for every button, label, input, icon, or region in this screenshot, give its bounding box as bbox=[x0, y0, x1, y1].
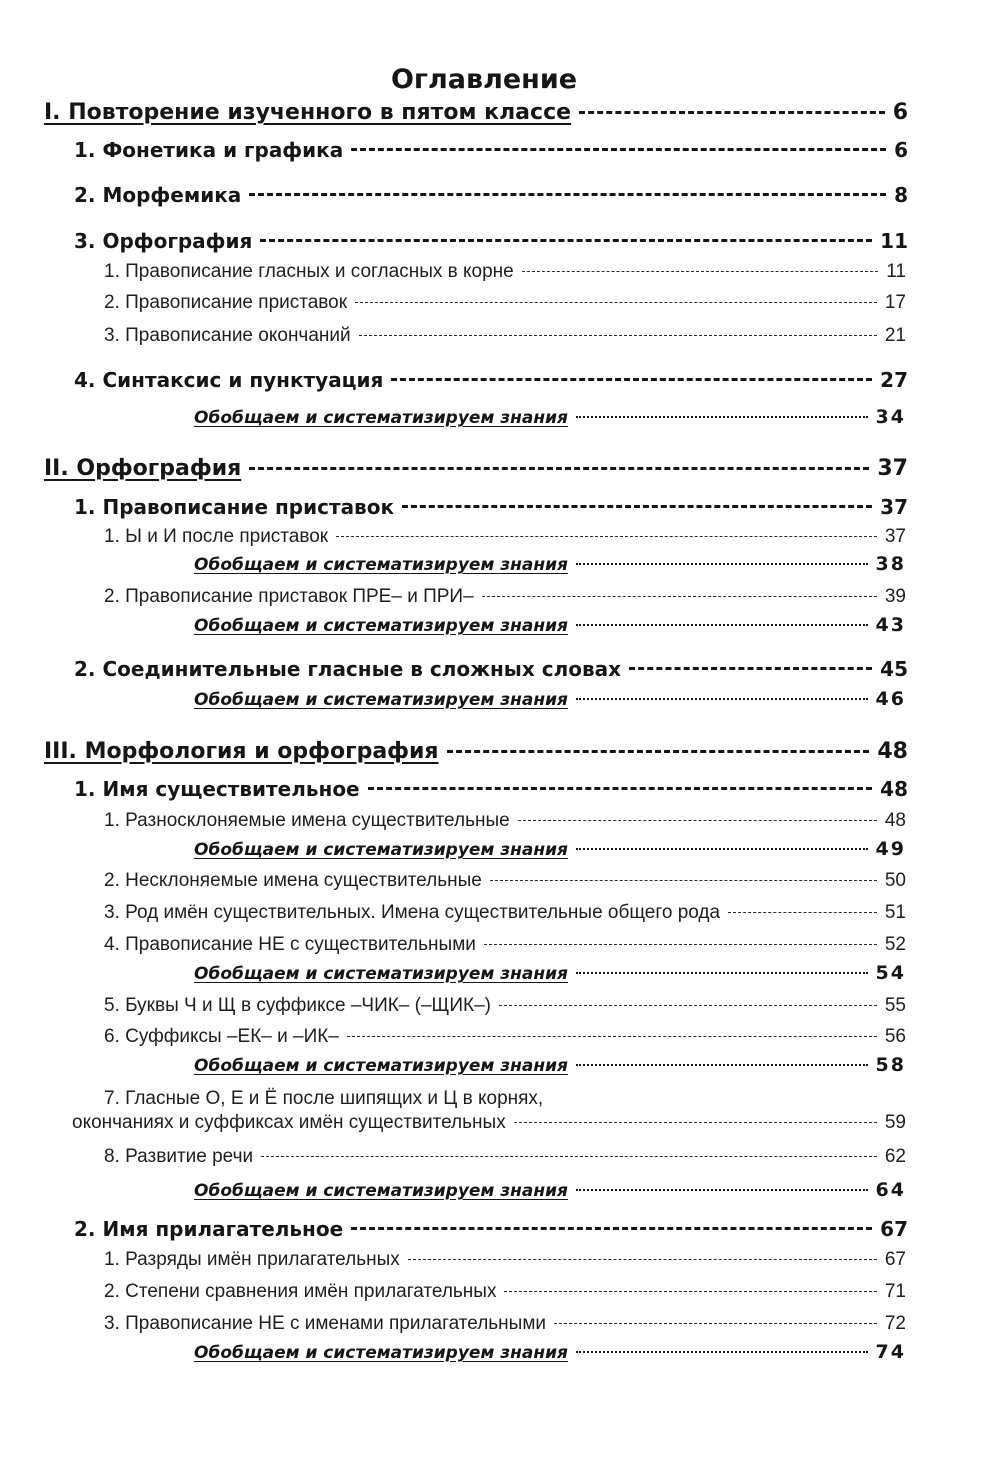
topic-entry bbox=[104, 934, 906, 956]
topic-entry bbox=[104, 870, 906, 892]
summary-entry bbox=[194, 1054, 906, 1076]
page-number: 17 bbox=[884, 292, 906, 313]
dash-leader bbox=[359, 335, 877, 337]
page-title: Оглавление bbox=[390, 64, 578, 95]
entry-label: Обобщаем и систематизируем знания bbox=[194, 408, 568, 428]
page-number: 37 bbox=[877, 456, 908, 481]
dash-leader bbox=[504, 1291, 876, 1293]
entry-label: Обобщаем и систематизируем знания bbox=[194, 690, 568, 710]
topic-entry-first-line: 7. Гласные О, Е и Ё после шипящих и Ц в корнях, bbox=[104, 1088, 544, 1109]
entry-label: 3. Правописание НЕ с именами прилагательными bbox=[104, 1313, 547, 1334]
summary-entry bbox=[194, 962, 906, 984]
section-entry bbox=[44, 100, 908, 125]
page-number: 43 bbox=[875, 614, 906, 636]
page-number: 37 bbox=[880, 495, 908, 519]
subsection-entry bbox=[74, 368, 908, 392]
page-number: 71 bbox=[884, 1281, 906, 1302]
page-number: 11 bbox=[886, 261, 906, 282]
dash-leader bbox=[368, 787, 873, 791]
topic-entry bbox=[104, 1281, 906, 1303]
page-number: 54 bbox=[875, 962, 906, 984]
subsection-entry bbox=[74, 777, 908, 801]
summary-entry bbox=[194, 1179, 906, 1201]
page-number: 45 bbox=[880, 657, 908, 681]
page-number: 59 bbox=[884, 1112, 906, 1133]
entry-label: 2. Правописание приставок bbox=[104, 292, 348, 313]
subsection-entry bbox=[74, 229, 908, 253]
entry-label: 1. Разряды имён прилагательных bbox=[104, 1249, 400, 1270]
entry-label: 2. Несклоняемые имена существительные bbox=[104, 870, 482, 891]
page-number: 8 bbox=[894, 183, 908, 207]
entry-label: 3. Род имён существительных. Имена существительные общего рода bbox=[104, 902, 721, 923]
dash-leader bbox=[408, 1259, 877, 1261]
dash-leader bbox=[391, 378, 872, 382]
dash-leader bbox=[579, 111, 885, 115]
entry-label: II. Орфография bbox=[44, 456, 242, 481]
topic-entry bbox=[104, 995, 906, 1017]
dash-leader bbox=[629, 667, 872, 671]
topic-entry bbox=[104, 1146, 906, 1168]
page-number: 62 bbox=[884, 1146, 906, 1167]
dash-leader bbox=[576, 1189, 868, 1192]
entry-label: 5. Буквы Ч и Щ в суффиксе –ЧИК– (–ЩИК–) bbox=[104, 995, 491, 1016]
topic-entry bbox=[104, 261, 906, 283]
page-number: 64 bbox=[875, 1179, 906, 1201]
dash-leader bbox=[576, 1351, 868, 1354]
entry-label: 4. Правописание НЕ с существительными bbox=[104, 934, 476, 955]
entry-label: 2. Морфемика bbox=[74, 183, 242, 207]
entry-label: Обобщаем и систематизируем знания bbox=[194, 616, 568, 636]
entry-label: 1. Правописание приставок bbox=[74, 495, 395, 519]
dash-leader bbox=[260, 239, 872, 243]
topic-entry bbox=[104, 292, 906, 314]
dash-leader bbox=[347, 1036, 877, 1038]
entry-label: Обобщаем и систематизируем знания bbox=[194, 840, 568, 860]
page-number: 52 bbox=[884, 934, 906, 955]
page-number: 48 bbox=[880, 777, 908, 801]
entry-label: 1. Имя существительное bbox=[74, 777, 360, 801]
dash-leader bbox=[518, 820, 877, 822]
topic-entry bbox=[104, 810, 906, 832]
page-number: 49 bbox=[875, 838, 906, 860]
dash-leader bbox=[522, 271, 879, 273]
entry-label: 8. Развитие речи bbox=[104, 1146, 254, 1167]
dash-leader bbox=[351, 148, 886, 152]
dash-leader bbox=[576, 416, 868, 419]
entry-label: Обобщаем и систематизируем знания bbox=[194, 964, 568, 984]
dash-leader bbox=[576, 848, 868, 851]
page-number: 74 bbox=[875, 1341, 906, 1363]
dash-leader bbox=[355, 302, 877, 304]
entry-label: 3. Правописание окончаний bbox=[104, 325, 351, 346]
entry-label: 2. Правописание приставок ПРЕ– и ПРИ– bbox=[104, 586, 474, 607]
page-number: 56 bbox=[884, 1026, 906, 1047]
dash-leader bbox=[261, 1156, 877, 1158]
entry-label: 6. Суффиксы –ЕК– и –ИК– bbox=[104, 1026, 339, 1047]
page-number: 34 bbox=[875, 406, 906, 428]
page-number: 21 bbox=[884, 325, 906, 346]
topic-entry bbox=[104, 1026, 906, 1048]
topic-entry bbox=[72, 1112, 906, 1134]
subsection-entry bbox=[74, 657, 908, 681]
page-number: 67 bbox=[884, 1249, 906, 1270]
section-entry bbox=[44, 739, 908, 764]
topic-entry bbox=[104, 1249, 906, 1271]
dash-leader bbox=[554, 1323, 877, 1325]
page-number: 48 bbox=[877, 739, 908, 764]
dash-leader bbox=[728, 912, 877, 914]
page-number: 37 bbox=[884, 526, 906, 547]
dash-leader bbox=[499, 1005, 877, 1007]
entry-label: 2. Имя прилагательное bbox=[74, 1217, 344, 1241]
dash-leader bbox=[576, 1064, 868, 1067]
entry-label: Обобщаем и систематизируем знания bbox=[194, 1056, 568, 1076]
topic-entry bbox=[104, 325, 906, 347]
dash-leader bbox=[447, 750, 870, 754]
entry-label: Обобщаем и систематизируем знания bbox=[194, 1343, 568, 1363]
topic-entry bbox=[104, 526, 906, 548]
entry-label: 1. Фонетика и графика bbox=[74, 138, 344, 162]
dash-leader bbox=[576, 563, 868, 566]
entry-label: III. Морфология и орфография bbox=[44, 739, 439, 764]
entry-label: 2. Степени сравнения имён прилагательных bbox=[104, 1281, 497, 1302]
dash-leader bbox=[576, 624, 868, 627]
summary-entry bbox=[194, 1341, 906, 1363]
topic-entry bbox=[104, 902, 906, 924]
entry-label: 4. Синтаксис и пунктуация bbox=[74, 368, 384, 392]
summary-entry bbox=[194, 688, 906, 710]
entry-label: 1. Ы и И после приставок bbox=[104, 526, 329, 547]
entry-label: Обобщаем и систематизируем знания bbox=[194, 555, 568, 575]
dash-leader bbox=[402, 505, 872, 509]
page-number: 72 bbox=[884, 1313, 906, 1334]
summary-entry bbox=[194, 614, 906, 636]
page-number: 58 bbox=[875, 1054, 906, 1076]
dash-leader bbox=[490, 880, 877, 882]
page-number: 11 bbox=[880, 229, 908, 253]
page-number: 39 bbox=[884, 586, 906, 607]
dash-leader bbox=[336, 536, 877, 538]
page-number: 38 bbox=[875, 553, 906, 575]
dash-leader bbox=[351, 1227, 872, 1231]
dash-leader bbox=[484, 944, 877, 946]
dash-leader bbox=[249, 467, 869, 471]
entry-label: окончаниях и суффиксах имён существительных bbox=[72, 1112, 506, 1133]
page-number: 67 bbox=[880, 1217, 908, 1241]
entry-label: I. Повторение изученного в пятом классе bbox=[44, 100, 572, 125]
summary-entry bbox=[194, 406, 906, 428]
entry-label: Обобщаем и систематизируем знания bbox=[194, 1181, 568, 1201]
page-number: 46 bbox=[875, 688, 906, 710]
page-number: 27 bbox=[880, 368, 908, 392]
summary-entry bbox=[194, 838, 906, 860]
topic-entry bbox=[104, 1313, 906, 1335]
page-number: 50 bbox=[884, 870, 906, 891]
summary-entry bbox=[194, 553, 906, 575]
subsection-entry bbox=[74, 183, 908, 207]
dash-leader bbox=[249, 193, 886, 197]
topic-entry bbox=[104, 586, 906, 608]
page-number: 51 bbox=[884, 902, 906, 923]
dash-leader bbox=[482, 596, 877, 598]
page-number: 48 bbox=[884, 810, 906, 831]
subsection-entry bbox=[74, 495, 908, 519]
page-number: 6 bbox=[894, 138, 908, 162]
subsection-entry bbox=[74, 138, 908, 162]
dash-leader bbox=[576, 698, 868, 701]
subsection-entry bbox=[74, 1217, 908, 1241]
entry-label: 1. Правописание гласных и согласных в корне bbox=[104, 261, 514, 282]
page-number: 6 bbox=[892, 100, 908, 125]
page-number: 55 bbox=[884, 995, 906, 1016]
dash-leader bbox=[576, 972, 868, 975]
entry-label: 1. Разносклоняемые имена существительные bbox=[104, 810, 510, 831]
dash-leader bbox=[514, 1122, 877, 1124]
entry-label: 3. Орфография bbox=[74, 229, 253, 253]
section-entry bbox=[44, 456, 908, 481]
entry-label: 2. Соединительные гласные в сложных словах bbox=[74, 657, 622, 681]
